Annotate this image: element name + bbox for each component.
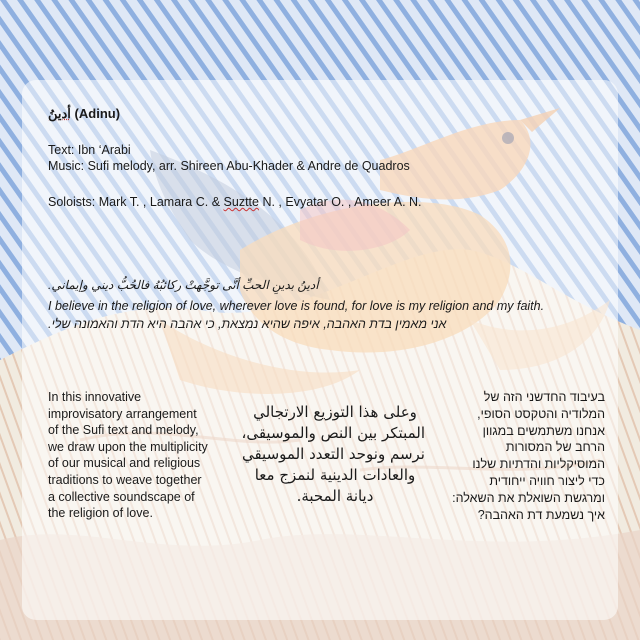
title-arabic: أدينُ — [48, 106, 71, 121]
quote-arabic: أدينُ بدينِ الحبِّ أنَّى توجَّهتْ ركائبُهُ فالحُبُّ ديني وإيماني. — [48, 278, 319, 292]
description-line: we draw upon the multiplicity — [48, 439, 208, 454]
description-line: a collective soundscape of — [48, 489, 195, 504]
title-latin: (Adinu) — [74, 106, 121, 121]
description-line: وعلى هذا التوزيع الارتجالي — [253, 403, 417, 421]
description-line: traditions to weave together — [48, 472, 202, 487]
description-line: המלודיה והטקסט הסופי, — [477, 406, 605, 421]
description-line: In this innovative — [48, 390, 142, 404]
description-line: improvisatory arrangement — [48, 406, 197, 421]
description-line: איך נשמעת דת האהבה? — [477, 507, 605, 522]
soloists-rest: N. , Evyatar O. , Ameer A. N. — [258, 195, 422, 209]
soloists-label: Soloists: Mark T. , Lamara C. & — [48, 195, 224, 209]
description-line: אנחנו משתמשים במגוון — [482, 423, 605, 438]
quote-hebrew: אני מאמין בדת האהבה, איפה שהיא נמצאת, כי אהבה היא הדת והאמונה שלי. — [48, 317, 447, 331]
description-hebrew — [430, 389, 605, 523]
description-line: כדי ליצור חוויה ייחודית — [489, 473, 605, 488]
description-line: the religion of love. — [48, 506, 153, 521]
description-line: المبتكر بين النص والموسيقى، — [241, 424, 425, 442]
description-line: הרחב של המסורות — [505, 440, 605, 455]
description-line: of the Sufi text and melody, — [48, 423, 199, 438]
description-line: والعادات الدينية لنمزج معا — [254, 466, 416, 484]
description-line: of our musical and religious — [48, 456, 201, 471]
quote-english: I believe in the religion of love, wherever love is found, for love is my religion and my faith. — [48, 299, 545, 313]
music-credit: Music: Sufi melody, arr. Shireen Abu-Khader & Andre de Quadros — [48, 159, 410, 173]
description-line: ديانة المحبة. — [296, 487, 374, 505]
description-line: המוסיקליות והדתיות שלנו — [472, 457, 605, 472]
soloist-name-underlined: Suztte — [223, 195, 259, 209]
description-line: نرسم ونوحد التعدد الموسيقي — [241, 445, 425, 463]
piece-title — [48, 106, 120, 122]
description-line: בעיבוד החדשני הזה של — [483, 390, 605, 404]
description-english — [48, 389, 223, 522]
description-arabic — [241, 402, 425, 507]
description-line: ומרגשת השואלת את השאלה: — [452, 490, 605, 505]
text-credit: Text: Ibn ‘Arabi — [48, 143, 131, 157]
soloists-line — [48, 194, 422, 210]
